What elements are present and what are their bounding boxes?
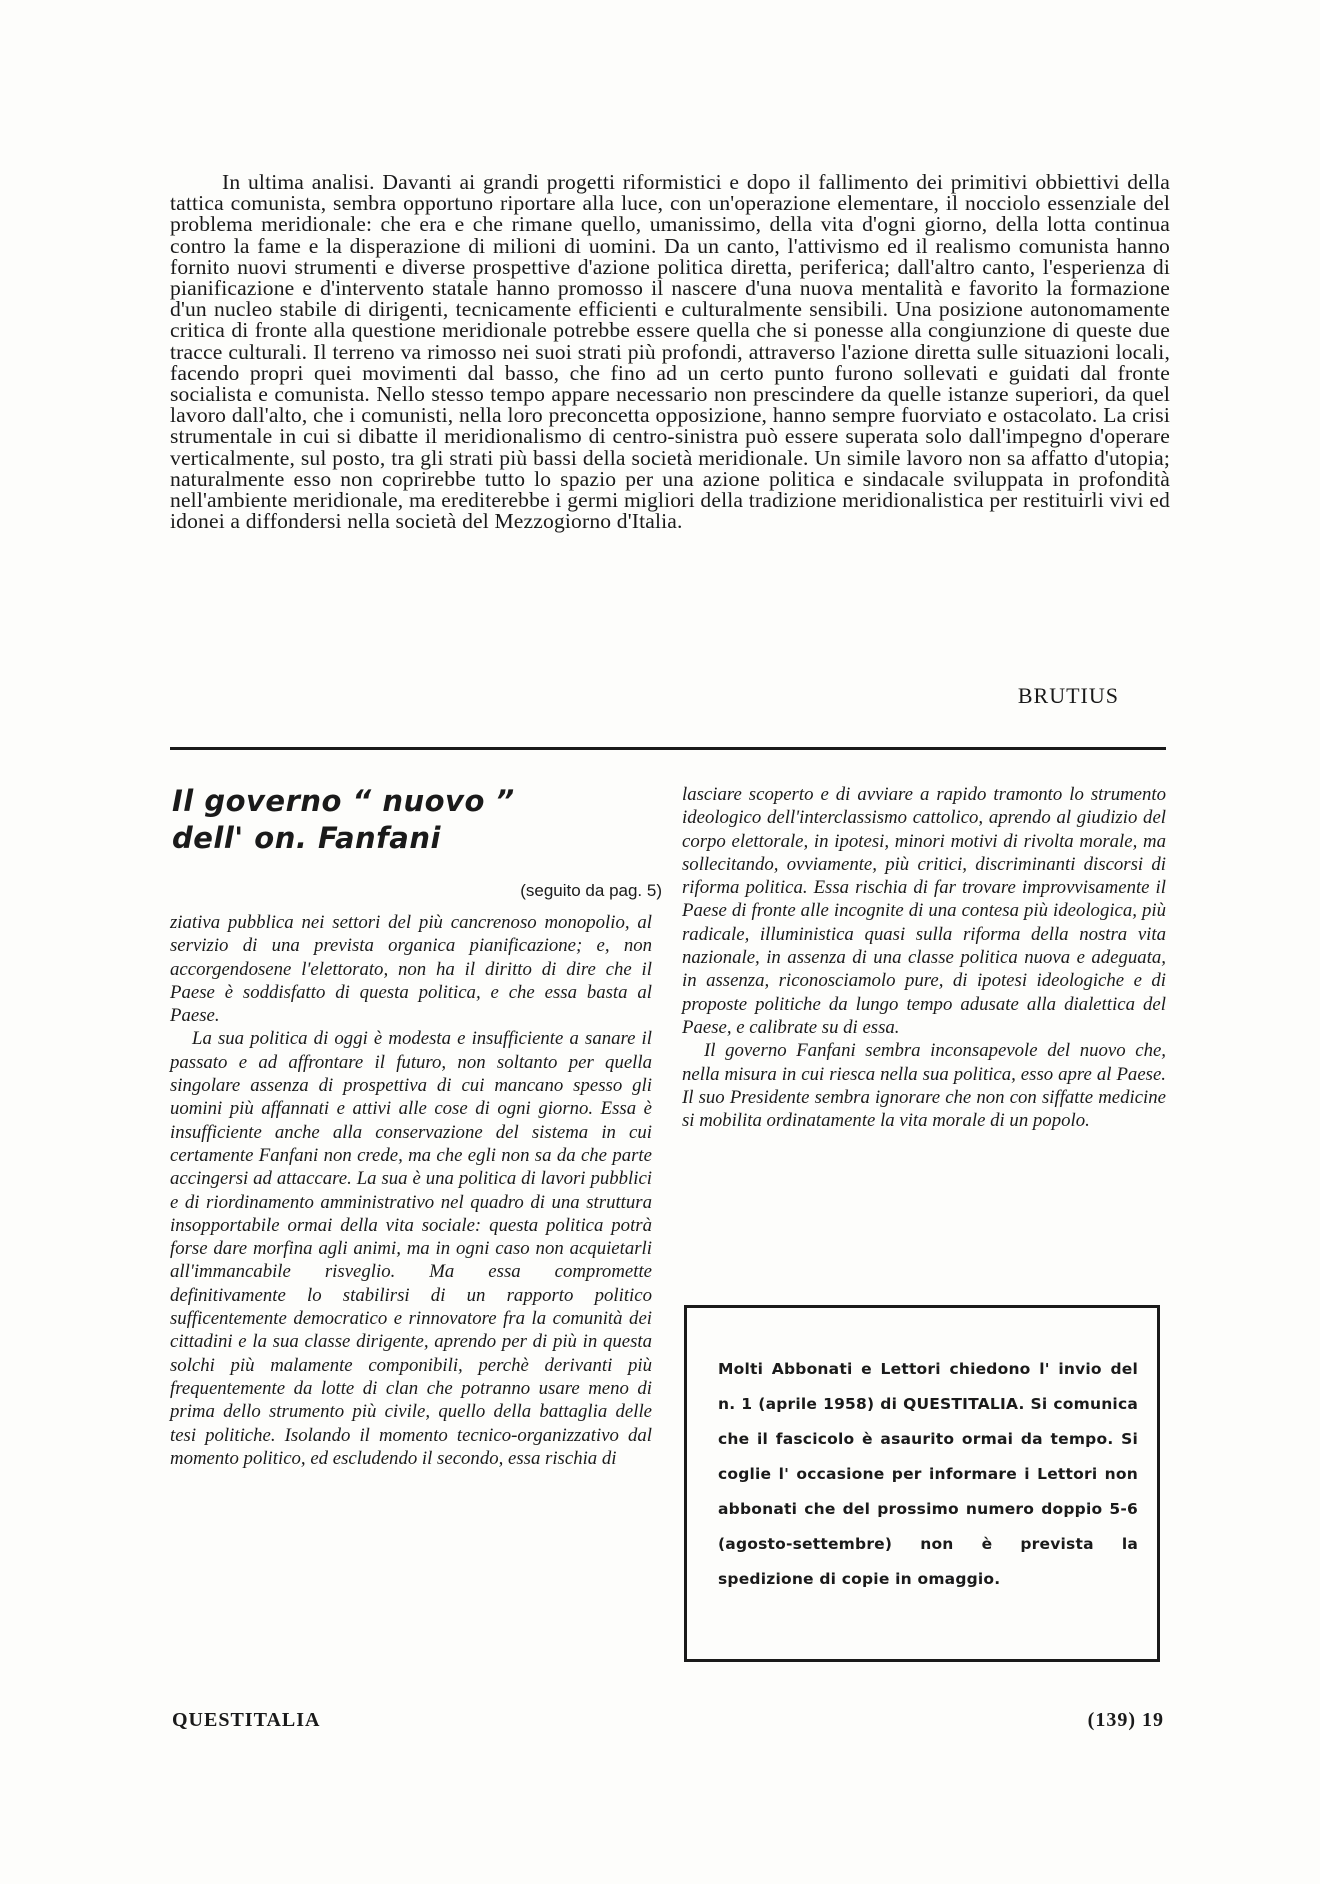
author-signature: BRUTIUS	[1017, 683, 1119, 708]
paragraph: Il governo Fanfani sembra inconsapevole del nuovo che, nella misura in cui riesca nella sua politica, esso apre al Paese. Il suo Presidente sembra ignorare che non con siffatte medicine si mobilita ordinatamente la vita morale di un popolo.	[682, 1040, 1166, 1132]
headline-line-1: Il governo “ nuovo ”	[172, 784, 515, 818]
subscriber-notice-box	[684, 1305, 1160, 1662]
article-right-column	[682, 783, 1166, 1132]
notice-text: Molti Abbonati e Lettori chiedono l' invio del n. 1 (aprile 1958) di QUESTITALIA. Si comunica che il fascicolo è asaurito ormai da tempo. Si coglie l' occasione per informare i Lettori non abbonati che del prossimo numero doppio 5-6 (agosto-settembre) non è prevista la spedizione di copie in omaggio.	[718, 1360, 1138, 1588]
paragraph: lasciare scoperto e di avviare a rapido tramonto lo strumento ideologico dell'interclassismo cattolico, aprendo al giudizio del corpo elettorale, in ipotesi, minori motivi di rivolta morale, ma sollecitando, ovviamente, più critici, discriminanti discorsi di riforma politica. Essa rischia di far trovare improvvisamente il Paese di fronte alle incognite di una contesa più ideologica, più radicale, illuministica quasi sulla riforma della nostra vita nazionale, in assenza di una classe politica nuova e adeguata, in assenza, riconosciamolo pure, di ipotesi ideologiche e di proposte politiche da lungo tempo adusate alla dialettica del Paese, e calibrate su di essa.	[682, 784, 1166, 1038]
footer-page-number: (139) 19	[1087, 1709, 1164, 1731]
footer-publication-name: QUESTITALIA	[172, 1709, 321, 1731]
continued-from-note: (seguito da pag. 5)	[520, 881, 662, 900]
paragraph: ziativa pubblica nei settori del più cancrenoso monopolio, al servizio di una prevista organica pianificazione; e, non accorgendosene l'elettorato, non ha il diritto di dire che il Paese è soddisfatto di questa politica, e che essa basta al Paese.	[170, 912, 652, 1027]
headline-line-2: dell' on. Fanfani	[172, 821, 441, 855]
article-left-column	[170, 911, 652, 1470]
section-divider	[170, 747, 1166, 750]
article-conclusion-text: In ultima analisi. Davanti ai grandi progetti riformistici e dopo il fallimento dei primitivi obbiettivi della tattica comunista, sembra opportuno riportare alla luce, con un'operazione elementare, il nocciolo essenziale del problema meridionale: che era e che rimane quello, umanissimo, della vita d'ogni giorno, della lotta continua contro la fame e la disperazione di milioni di uomini. Da un canto, l'attivismo ed il realismo comunista hanno fornito nuovi strumenti e diverse prospettive d'azione politica diretta, periferica; dall'altro canto, l'esperienza di pianificazione e d'intervento statale hanno promosso il nascere d'una nuova mentalità e favorito la formazione d'un nucleo stabile di dirigenti, tecnicamente efficienti e culturalmente sensibili. Una posizione autonomamente critica di fronte alla questione meridionale potrebbe essere quella che si ponesse alla congiunzione di queste due tracce culturali. Il terreno va rimosso nei suoi strati più profondi, attraverso l'azione diretta sulle situazioni locali, facendo propri quei movimenti dal basso, che fino ad un certo punto furono sollevati e guidati dal fronte socialista e comunista. Nello stesso tempo appare necessario non prescindere da quelle istanze superiori, da quel lavoro dall'alto, che i comunisti, nella loro preconcetta opposizione, hanno sempre fuorviato e ostacolato. La crisi strumentale in cui si dibatte il meridionalismo di centro-sinistra può essere superata solo dall'impegno d'operare verticalmente, sul posto, tra gli strati più bassi della società meridionale. Un simile lavoro non sa affatto d'utopia; naturalmente esso non coprirebbe tutto lo spazio per una azione politica e sindacale sviluppata in profondità nell'ambiente meridionale, ma erediterebbe i germi migliori della tradizione meridionalistica per restituirli vivi ed idonei a diffondersi nella società del Mezzogiorno d'Italia.	[170, 170, 1170, 534]
article-headline	[172, 783, 672, 857]
paragraph: La sua politica di oggi è modesta e insufficiente a sanare il passato e ad affrontare il futuro, non soltanto per quella singolare assenza di prospettiva di cui mancano spesso gli uomini più affannati e attivi alle cose di ogni giorno. Essa è insufficiente anche alla conservazione del sistema in cui certamente Fanfani non crede, ma che egli non sa da che parte accingersi ad attaccare. La sua è una politica di lavori pubblici e di riordinamento amministrativo nel quadro di una struttura insopportabile ormai della vita sociale: questa politica potrà forse dare morfina agli animi, ma in ogni caso non acquietarli all'immancabile risveglio. Ma essa compromette definitivamente lo stabilirsi di un rapporto politico sufficentemente democratico e rinnovatore fra la comunità dei cittadini e la sua classe dirigente, aprendo per di più in questa solchi più malamente componibili, perchè derivanti più frequentemente da lotte di clan che potranno usare meno di prima dello strumento più civile, quello della battaglia delle tesi politiche. Isolando il momento tecnico-organizzativo dal momento politico, ed escludendo il secondo, essa rischia di	[170, 1028, 652, 1469]
